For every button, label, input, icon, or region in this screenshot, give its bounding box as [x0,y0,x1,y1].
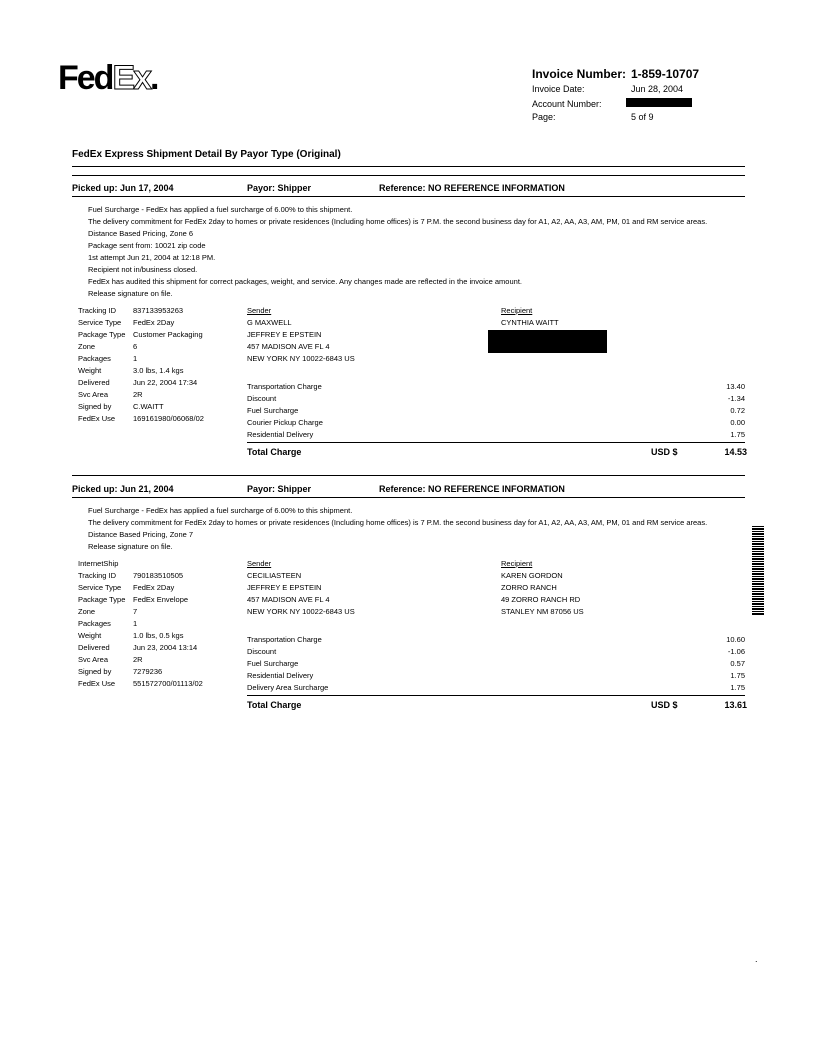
sender-line: G MAXWELL [247,318,292,327]
logo-fed: Fed [58,59,113,97]
charge-label: Transportation Charge [247,382,322,391]
barcode-strip [752,526,764,616]
total-currency: USD $ [651,700,678,710]
charge-label: Discount [247,394,277,403]
charge-label: Discount [247,647,277,656]
detail-label: Zone [78,342,96,351]
charge-amount: 1.75 [730,671,745,680]
invoice-number: 1-859-10707 [631,67,700,81]
account-number-redaction [626,98,692,107]
detail-value: 2R [133,390,143,399]
note: Release signature on file. [88,542,173,551]
detail-label: Svc Area [78,390,109,399]
detail-value: Jun 22, 2004 17:34 [133,378,198,387]
charge-amount: 0.57 [730,659,745,668]
total-label: Total Charge [247,447,302,457]
recipient-line: 49 ZORRO RANCH RD [501,595,581,604]
note: Fuel Surcharge - FedEx has applied a fuel surcharge of 6.00% to this shipment. [88,205,353,214]
invoice-date-label: Invoice Date: [532,84,585,94]
shipment-rule-top [72,475,745,476]
total-amount: 14.53 [724,447,747,457]
charge-label: Fuel Surcharge [247,406,299,415]
detail-label: Service Type [78,318,122,327]
note: Package sent from: 10021 zip code [88,241,206,250]
note: 1st attempt Jun 21, 2004 at 12:18 PM. [88,253,216,262]
detail-label: Weight [78,631,102,640]
detail-value: FedEx 2Day [133,583,175,592]
note: The delivery commitment for FedEx 2day to homes or private residences (Including home offices) is 7 P.M. the second business day for A1, A2, AA, A3, AM, PM, 01 and RM service areas. [88,217,708,226]
footer-mark: . [755,954,758,964]
account-number-label: Account Number: [532,99,602,109]
charge-amount: 10.60 [726,635,745,644]
sender-line: NEW YORK NY 10022-6843 US [247,607,355,616]
detail-value: 3.0 lbs, 1.4 kgs [133,366,184,375]
detail-value: 790183510505 [133,571,184,580]
charge-label: Courier Pickup Charge [247,418,323,427]
note: The delivery commitment for FedEx 2day to homes or private residences (Including home offices) is 7 P.M. the second business day for A1, A2, AA, A3, AM, PM, 01 and RM service areas. [88,518,708,527]
logo-ex: Ex [112,59,151,97]
charge-label: Residential Delivery [247,430,314,439]
detail-label: Tracking ID [78,571,117,580]
recipient-line: ZORRO RANCH [501,583,557,592]
recipient-line: STANLEY NM 87056 US [501,607,584,616]
note: Fuel Surcharge - FedEx has applied a fuel surcharge of 6.00% to this shipment. [88,506,353,515]
charge-label: Delivery Area Surcharge [247,683,329,692]
detail-label: Delivered [78,378,110,387]
reference: Reference: NO REFERENCE INFORMATION [379,183,565,193]
recipient-label: Recipient [501,306,533,315]
logo-dot: . [150,59,158,97]
detail-label: Packages [78,619,111,628]
shipment-rule-top [72,175,745,176]
detail-value: Customer Packaging [133,330,203,339]
invoice-number-label: Invoice Number: [532,67,627,81]
page-number: 5 of 9 [631,112,654,122]
detail-value: 169161980/06068/02 [133,414,204,423]
charge-amount: 0.72 [730,406,745,415]
shipment-rule-header [72,497,745,498]
internet-ship: InternetShip [78,559,119,568]
total-label: Total Charge [247,700,302,710]
payor: Payor: Shipper [247,183,312,193]
detail-value: 7279236 [133,667,163,676]
detail-label: Service Type [78,583,122,592]
detail-value: FedEx 2Day [133,318,175,327]
recipient-line: CYNTHIA WAITT [501,318,559,327]
page-label: Page: [532,112,556,122]
note: Distance Based Pricing, Zone 6 [88,229,194,238]
detail-label: Zone [78,607,96,616]
detail-label: Weight [78,366,102,375]
detail-label: Delivered [78,643,110,652]
detail-value: 7 [133,607,138,616]
sender-label: Sender [247,559,272,568]
total-rule [247,442,745,443]
detail-value: 837133953263 [133,306,184,315]
detail-label: Tracking ID [78,306,117,315]
detail-value: 1 [133,354,138,363]
detail-label: Signed by [78,667,112,676]
charge-amount: -1.34 [727,394,745,403]
total-rule [247,695,745,696]
recipient-address-redaction [488,330,607,353]
reference: Reference: NO REFERENCE INFORMATION [379,484,565,494]
document-title: FedEx Express Shipment Detail By Payor Type (Original) [72,149,341,160]
detail-value: 551572700/01113/02 [133,679,203,688]
detail-value: 6 [133,342,138,351]
detail-label: FedEx Use [78,679,116,688]
sender-line: 457 MADISON AVE FL 4 [247,595,330,604]
charge-amount: 1.75 [730,683,745,692]
detail-value: Jun 23, 2004 13:14 [133,643,198,652]
charge-label: Residential Delivery [247,671,314,680]
detail-label: Package Type [78,330,126,339]
sender-line: NEW YORK NY 10022-6843 US [247,354,355,363]
picked-up-date: Picked up: Jun 17, 2004 [72,183,174,193]
detail-value: 1 [133,619,138,628]
sender-label: Sender [247,306,272,315]
note: Distance Based Pricing, Zone 7 [88,530,194,539]
charge-amount: 0.00 [730,418,745,427]
invoice-date: Jun 28, 2004 [631,84,684,94]
sender-line: JEFFREY E EPSTEIN [247,583,322,592]
total-currency: USD $ [651,447,678,457]
sender-line: JEFFREY E EPSTEIN [247,330,322,339]
detail-label: FedEx Use [78,414,116,423]
detail-label: Packages [78,354,111,363]
recipient-line: KAREN GORDON [501,571,563,580]
detail-label: Package Type [78,595,126,604]
charge-amount: -1.06 [727,647,745,656]
sender-line: 457 MADISON AVE FL 4 [247,342,330,351]
detail-value: C.WAITT [133,402,164,411]
total-amount: 13.61 [724,700,747,710]
charge-label: Transportation Charge [247,635,322,644]
charge-amount: 13.40 [726,382,745,391]
charge-amount: 1.75 [730,430,745,439]
detail-label: Svc Area [78,655,109,664]
note: Release signature on file. [88,289,173,298]
shipment-rule-header [72,196,745,197]
payor: Payor: Shipper [247,484,312,494]
detail-value: 1.0 lbs, 0.5 kgs [133,631,184,640]
detail-label: Signed by [78,402,112,411]
fedex-logo [58,58,158,98]
title-rule [72,166,745,167]
charge-label: Fuel Surcharge [247,659,299,668]
detail-value: 2R [133,655,143,664]
note: Recipient not in/business closed. [88,265,198,274]
picked-up-date: Picked up: Jun 21, 2004 [72,484,174,494]
recipient-label: Recipient [501,559,533,568]
sender-line: CECILIASTEEN [247,571,302,580]
note: FedEx has audited this shipment for correct packages, weight, and service. Any changes made are reflected in the invoice amount. [88,277,522,286]
detail-value: FedEx Envelope [133,595,189,604]
